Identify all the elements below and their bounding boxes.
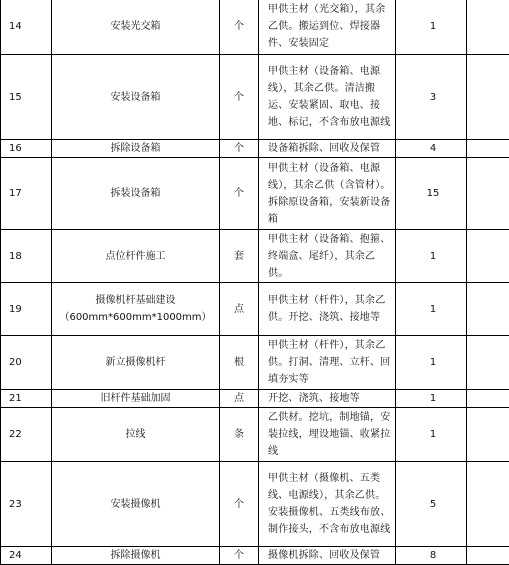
item-description: 设备箱拆除、回收及保管 — [259, 140, 396, 158]
extra-cell — [467, 55, 509, 140]
extra-cell — [467, 283, 509, 336]
item-name: 安装光交箱 — [52, 0, 220, 55]
item-description: 甲供主材（杆件），其余乙供。开挖、浇筑、接地等 — [259, 283, 396, 336]
item-unit: 个 — [220, 55, 259, 140]
item-quantity: 1 — [396, 230, 467, 283]
item-description: 甲供主材（设备箱、电源线），其余乙供（含管材）。拆除原设备箱，安装新设备箱 — [259, 158, 396, 230]
row-number: 24 — [1, 547, 52, 565]
item-quantity: 1 — [396, 283, 467, 336]
item-name: 旧杆件基础加固 — [52, 390, 220, 408]
item-unit: 个 — [220, 462, 259, 547]
item-description: 开挖、浇筑、接地等 — [259, 390, 396, 408]
row-number: 22 — [1, 408, 52, 462]
table-row — [1, 283, 509, 336]
table-row — [1, 55, 509, 140]
extra-cell — [467, 462, 509, 547]
item-name: 新立摄像机杆 — [52, 336, 220, 390]
item-name: 拆除摄像机 — [52, 547, 220, 565]
extra-cell — [467, 230, 509, 283]
extra-cell — [467, 408, 509, 462]
table-row — [1, 0, 509, 55]
item-unit: 个 — [220, 158, 259, 230]
item-unit: 套 — [220, 230, 259, 283]
item-description: 甲供主材（设备箱、抱箍、终端盒、尾纤），其余乙供。 — [259, 230, 396, 283]
row-number: 16 — [1, 140, 52, 158]
item-unit: 条 — [220, 408, 259, 462]
table-row — [1, 230, 509, 283]
row-number: 17 — [1, 158, 52, 230]
item-unit: 个 — [220, 547, 259, 565]
item-quantity: 15 — [396, 158, 467, 230]
item-quantity: 3 — [396, 55, 467, 140]
row-number: 15 — [1, 55, 52, 140]
extra-cell — [467, 0, 509, 55]
item-quantity: 5 — [396, 462, 467, 547]
item-quantity: 1 — [396, 390, 467, 408]
item-quantity: 1 — [396, 336, 467, 390]
row-number: 23 — [1, 462, 52, 547]
item-name: 摄像机杆基础建设 （600mm*600mm*1000mm） — [52, 283, 220, 336]
item-unit: 个 — [220, 140, 259, 158]
item-description: 甲供主材（杆件），其余乙供。打洞、清理、立杆、回填夯实等 — [259, 336, 396, 390]
item-name: 点位杆件施工 — [52, 230, 220, 283]
item-unit: 个 — [220, 0, 259, 55]
extra-cell — [467, 140, 509, 158]
extra-cell — [467, 390, 509, 408]
extra-cell — [467, 336, 509, 390]
item-quantity: 1 — [396, 0, 467, 55]
item-description: 摄像机拆除、回收及保管 — [259, 547, 396, 565]
item-name: 安装设备箱 — [52, 55, 220, 140]
table-row — [1, 462, 509, 547]
item-unit: 点 — [220, 283, 259, 336]
item-unit: 点 — [220, 390, 259, 408]
table-row — [1, 140, 509, 158]
item-name: 拆除设备箱 — [52, 140, 220, 158]
table-row — [1, 336, 509, 390]
item-quantity: 8 — [396, 547, 467, 565]
row-number: 18 — [1, 230, 52, 283]
item-name: 拆装设备箱 — [52, 158, 220, 230]
item-description: 甲供主材（设备箱、电源线），其余乙供。清洁搬运、安装紧固、取电、接地、标记，不含布放电源线 — [259, 55, 396, 140]
item-description: 甲供主材（摄像机、五类线、电源线），其余乙供。安装摄像机、五类线布放、制作接头，不含布放电源线 — [259, 462, 396, 547]
item-description: 乙供材。挖坑，制地锚，安装拉线，埋设地锚、收紧拉线 — [259, 408, 396, 462]
table-row — [1, 390, 509, 408]
row-number: 19 — [1, 283, 52, 336]
item-name: 拉线 — [52, 408, 220, 462]
table-row — [1, 158, 509, 230]
item-quantity: 4 — [396, 140, 467, 158]
item-description: 甲供主材（光交箱），其余乙供。搬运到位、焊接器件、安装固定 — [259, 0, 396, 55]
item-quantity: 1 — [396, 408, 467, 462]
item-name: 安装摄像机 — [52, 462, 220, 547]
row-number: 20 — [1, 336, 52, 390]
table-row — [1, 408, 509, 462]
extra-cell — [467, 158, 509, 230]
row-number: 14 — [1, 0, 52, 55]
item-unit: 根 — [220, 336, 259, 390]
table-row — [1, 547, 509, 565]
extra-cell — [467, 547, 509, 565]
row-number: 21 — [1, 390, 52, 408]
